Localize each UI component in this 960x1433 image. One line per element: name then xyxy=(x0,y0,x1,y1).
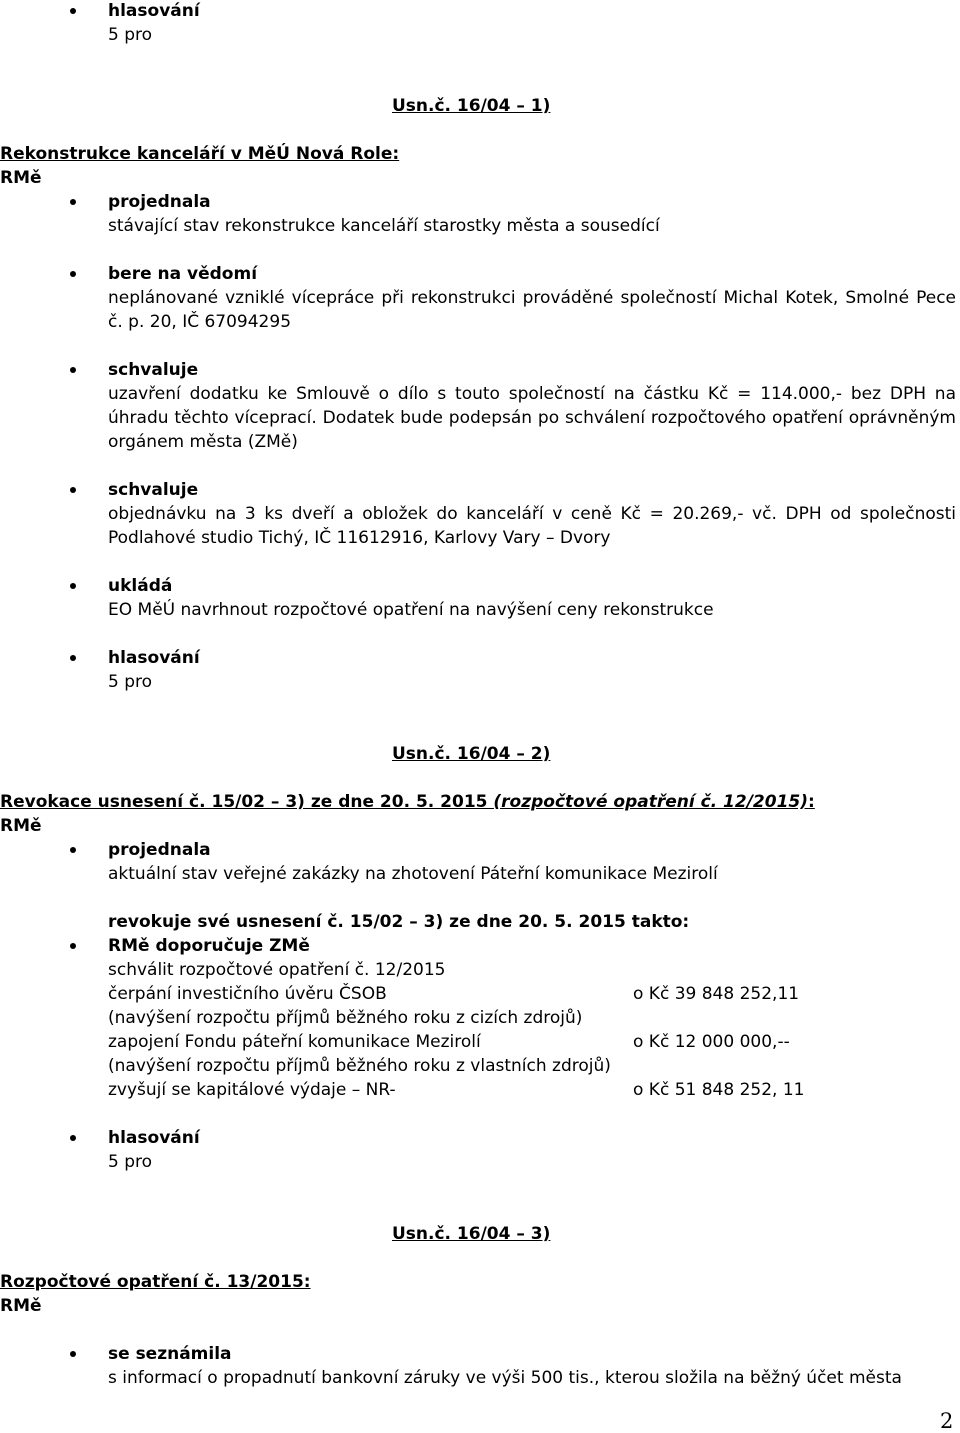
section-title-end: : xyxy=(808,792,815,812)
budget-row xyxy=(108,1054,956,1078)
item-text: 5 pro xyxy=(108,25,153,45)
budget-row xyxy=(108,1078,956,1102)
item-text: aktuální stav veřejné zakázky na zhotovení Páteřní komunikace Mezirolí xyxy=(108,864,718,884)
budget-row xyxy=(108,1006,956,1030)
item-verb: hlasování xyxy=(108,1128,200,1148)
bullet-icon xyxy=(70,943,76,949)
item-verb: schvaluje xyxy=(108,480,199,500)
item-verb: hlasování xyxy=(108,1,200,21)
item-verb: hlasování xyxy=(108,648,200,668)
list-item xyxy=(108,646,956,694)
revocation-text: revokuje své usnesení č. 15/02 – 3) ze dne 20. 5. 2015 takto: xyxy=(108,912,690,932)
budget-row xyxy=(108,982,956,1006)
page-number: 2 xyxy=(940,1409,954,1433)
list-item xyxy=(108,1342,956,1390)
bullet-icon xyxy=(70,487,76,493)
item-text: s informací o propadnutí bankovní záruky ve výši 500 tis., kterou složila na běžný účet města xyxy=(108,1368,902,1388)
list-item xyxy=(108,0,956,47)
item-verb: projednala xyxy=(108,192,211,212)
budget-row-amount: o Kč 51 848 252, 11 xyxy=(633,1080,805,1100)
list-item xyxy=(108,574,956,622)
item-intro: schválit rozpočtové opatření č. 12/2015 xyxy=(108,960,446,980)
section-title: Rozpočtové opatření č. 13/2015: xyxy=(0,1272,311,1292)
list-item xyxy=(108,478,956,550)
item-text: EO MěÚ navrhnout rozpočtové opatření na navýšení ceny rekonstrukce xyxy=(108,600,714,620)
item-text: objednávku na 3 ks dveří a obložek do kanceláří v ceně Kč = 20.269,- vč. DPH od společnosti Podlahové studio Tichý, IČ 11612916, Karlovy Vary – Dvory xyxy=(108,504,956,548)
budget-row-label: (navýšení rozpočtu příjmů běžného roku z cizích zdrojů) xyxy=(108,1008,583,1028)
item-verb: schvaluje xyxy=(108,360,199,380)
section-title-main: Revokace usnesení č. 15/02 – 3) ze dne 20. 5. 2015 xyxy=(0,792,494,812)
budget-row-label: (navýšení rozpočtu příjmů běžného roku z vlastních zdrojů) xyxy=(108,1056,611,1076)
bullet-icon xyxy=(70,271,76,277)
item-verb: projednala xyxy=(108,840,211,860)
bullet-icon xyxy=(70,655,76,661)
item-text: neplánované vzniklé vícepráce při rekonstrukci prováděné společností Michal Kotek, Smolné Pece č. p. 20, IČ 67094295 xyxy=(108,288,956,332)
section-body-label: RMě xyxy=(0,1296,42,1316)
section-title: Rekonstrukce kanceláří v MěÚ Nová Role: xyxy=(0,144,400,164)
list-item xyxy=(108,358,956,454)
bullet-icon xyxy=(70,367,76,373)
section-title-italic: (rozpočtové opatření č. 12/2015) xyxy=(493,792,809,812)
bullet-icon xyxy=(70,847,76,853)
item-verb: RMě doporučuje ZMě xyxy=(108,936,310,956)
budget-row-amount: o Kč 12 000 000,-- xyxy=(633,1032,790,1052)
list-item-revocation xyxy=(108,910,956,1102)
bullet-icon xyxy=(70,1135,76,1141)
list-item xyxy=(108,262,956,334)
bullet-icon xyxy=(70,8,76,14)
section-title xyxy=(0,790,815,814)
resolution-number: Usn.č. 16/04 – 3) xyxy=(392,1224,551,1244)
item-verb: se seznámila xyxy=(108,1344,232,1364)
budget-row xyxy=(108,1030,956,1054)
item-verb: ukládá xyxy=(108,576,173,596)
list-item xyxy=(108,838,956,886)
section-body-label: RMě xyxy=(0,816,42,836)
budget-row-label: zvyšují se kapitálové výdaje – NR- xyxy=(108,1080,396,1100)
list-item xyxy=(108,1126,956,1174)
list-item xyxy=(108,190,956,238)
item-text: 5 pro xyxy=(108,672,153,692)
bullet-icon xyxy=(70,199,76,205)
budget-row-label: čerpání investičního úvěru ČSOB xyxy=(108,984,387,1004)
resolution-number: Usn.č. 16/04 – 2) xyxy=(392,744,551,764)
item-text: stávající stav rekonstrukce kanceláří starostky města a sousedící xyxy=(108,216,660,236)
budget-row-label: zapojení Fondu páteřní komunikace Mezirolí xyxy=(108,1032,481,1052)
item-verb: bere na vědomí xyxy=(108,264,258,284)
item-text: uzavření dodatku ke Smlouvě o dílo s touto společností na částku Kč = 114.000,- bez DPH na úhradu těchto víceprací. Dodatek bude podepsán po schválení rozpočtového opatření oprávněným orgánem města (ZMě) xyxy=(108,384,956,452)
bullet-icon xyxy=(70,583,76,589)
resolution-number: Usn.č. 16/04 – 1) xyxy=(392,96,551,116)
item-text: 5 pro xyxy=(108,1152,153,1172)
section-body-label: RMě xyxy=(0,168,42,188)
budget-row-amount: o Kč 39 848 252,11 xyxy=(633,984,800,1004)
bullet-icon xyxy=(70,1351,76,1357)
